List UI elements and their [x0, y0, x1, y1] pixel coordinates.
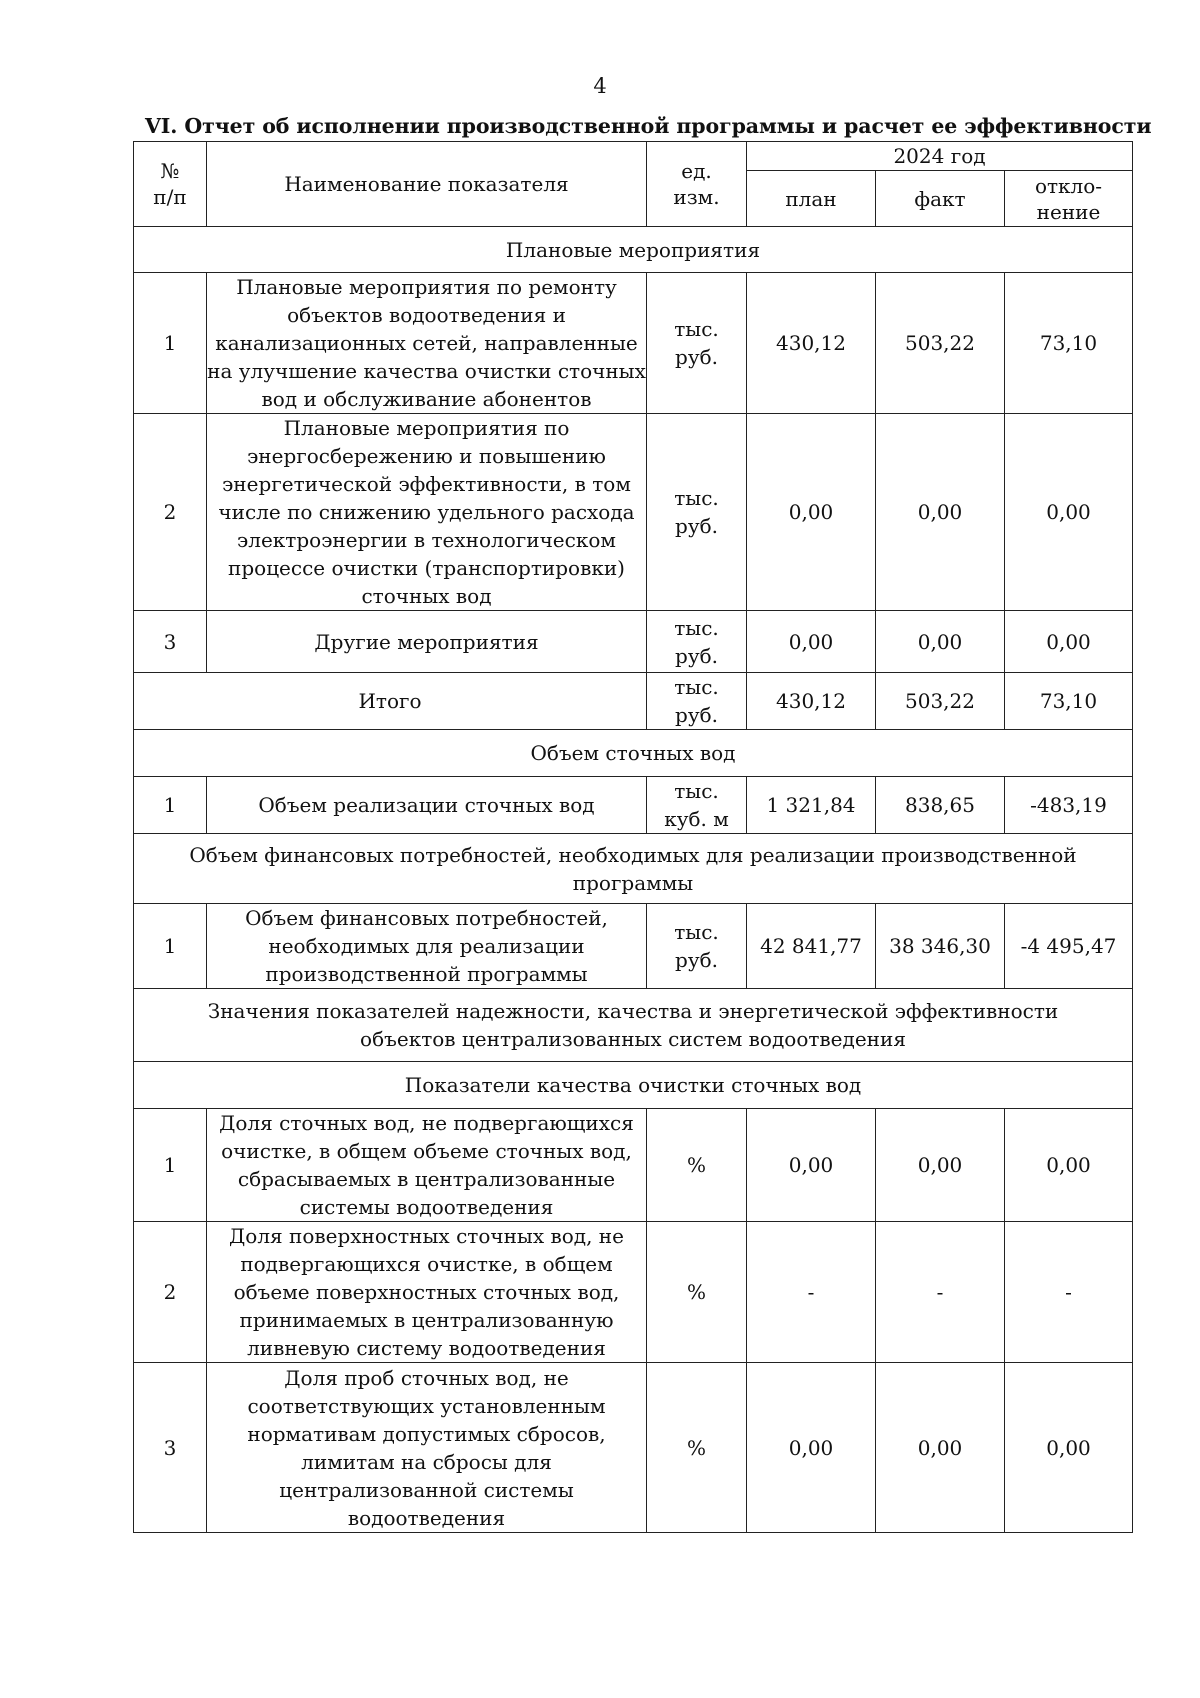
header-fact-cell: факт [876, 171, 1005, 227]
row-deviation: 0,00 [1005, 1109, 1133, 1222]
row-name: Плановые мероприятия по энергосбережению и повышению энергетической эффективности, в том числе по снижению удельного расхода электроэнергии в технологическом процессе очистки (транспортировки) сточных вод [207, 414, 647, 611]
row-unit [647, 611, 747, 673]
table-row [134, 1363, 1133, 1533]
row-num: 1 [134, 904, 207, 989]
row-plan: 0,00 [747, 1109, 876, 1222]
row-num: 1 [134, 777, 207, 834]
row-unit-line1: тыс. [674, 615, 719, 640]
section-title: Объем сточных вод [134, 730, 1133, 777]
row-deviation: 0,00 [1005, 414, 1133, 611]
row-unit: % [647, 1363, 747, 1533]
row-num: 3 [134, 611, 207, 673]
header-year-cell: 2024 год [747, 142, 1133, 171]
row-name: Плановые мероприятия по ремонту объектов водоотведения и канализационных сетей, направленные на улучшение качества очистки сточных вод и обслуживание абонентов [207, 273, 647, 414]
row-unit-line1: тыс. [674, 779, 719, 803]
row-plan: 430,12 [747, 273, 876, 414]
table-row [134, 904, 1133, 989]
row-num: 1 [134, 273, 207, 414]
row-plan: 1 321,84 [747, 777, 876, 834]
table-row [134, 1109, 1133, 1222]
section-row-indicators [134, 989, 1133, 1062]
row-name: Другие мероприятия [207, 611, 647, 673]
total-fact: 503,22 [876, 673, 1005, 730]
section-row-volume [134, 730, 1133, 777]
row-deviation: -483,19 [1005, 777, 1133, 834]
row-plan: 0,00 [747, 414, 876, 611]
row-unit: % [647, 1109, 747, 1222]
row-name: Доля поверхностных сточных вод, не подвергающихся очистке, в общем объеме поверхностных сточных вод, принимаемых в централизованную ливневую систему водоотведения [207, 1222, 647, 1363]
row-unit: % [647, 1222, 747, 1363]
header-name-cell: Наименование показателя [207, 142, 647, 227]
row-fact: 0,00 [876, 1109, 1005, 1222]
section-title: Плановые мероприятия [134, 227, 1133, 273]
section-row-finance [134, 834, 1133, 904]
header-unit-line1: ед. [681, 159, 712, 183]
table-row [134, 777, 1133, 834]
row-deviation: -4 495,47 [1005, 904, 1133, 989]
row-unit-line1: тыс. [674, 317, 719, 341]
header-deviation-line2: нение [1036, 199, 1101, 224]
total-plan: 430,12 [747, 673, 876, 730]
row-name: Доля проб сточных вод, не соответствующих установленным нормативам допустимых сбросов, лимитам на сбросы для централизованной системы водоотведения [207, 1363, 647, 1533]
header-num-cell [134, 142, 207, 227]
section-row-planned [134, 227, 1133, 273]
row-name: Объем реализации сточных вод [207, 777, 647, 834]
row-name: Объем финансовых потребностей, необходимых для реализации производственной программы [207, 904, 647, 989]
header-deviation-cell [1005, 171, 1133, 227]
header-unit-cell [647, 142, 747, 227]
total-unit-line2: руб. [675, 703, 718, 727]
section-title: Объем финансовых потребностей, необходимых для реализации производственной программы [134, 834, 1133, 904]
total-label: Итого [134, 673, 647, 730]
row-deviation: 0,00 [1005, 1363, 1133, 1533]
row-deviation: 73,10 [1005, 273, 1133, 414]
row-unit [647, 414, 747, 611]
row-deviation: 0,00 [1005, 611, 1133, 673]
row-fact: 0,00 [876, 611, 1005, 673]
row-deviation: - [1005, 1222, 1133, 1363]
row-plan: - [747, 1222, 876, 1363]
row-unit [647, 273, 747, 414]
row-plan: 0,00 [747, 1363, 876, 1533]
row-unit-line1: тыс. [674, 920, 719, 944]
table-row [134, 414, 1133, 611]
table-header-row [134, 142, 1133, 171]
row-plan: 42 841,77 [747, 904, 876, 989]
page-number: 4 [593, 74, 607, 98]
header-num-line2: п/п [153, 185, 187, 209]
row-unit-line2: куб. м [664, 807, 729, 831]
section-title: Показатели качества очистки сточных вод [134, 1062, 1133, 1109]
total-unit [647, 673, 747, 730]
row-fact: 838,65 [876, 777, 1005, 834]
table-row [134, 1222, 1133, 1363]
row-unit [647, 904, 747, 989]
report-table [133, 141, 1133, 1533]
row-fact: 38 346,30 [876, 904, 1005, 989]
page-title: VI. Отчет об исполнении производственной программы и расчет ее эффективности [145, 114, 1152, 138]
row-fact: - [876, 1222, 1005, 1363]
row-plan: 0,00 [747, 611, 876, 673]
row-num: 3 [134, 1363, 207, 1533]
row-unit-line1: тыс. [674, 486, 719, 510]
total-unit-line1: тыс. [674, 675, 719, 699]
row-fact: 0,00 [876, 1363, 1005, 1533]
row-num: 2 [134, 414, 207, 611]
header-unit-line2: изм. [673, 185, 720, 209]
row-num: 2 [134, 1222, 207, 1363]
row-fact: 503,22 [876, 273, 1005, 414]
row-unit-line2: руб. [675, 948, 718, 972]
row-fact: 0,00 [876, 414, 1005, 611]
table-row [134, 273, 1133, 414]
row-name: Доля сточных вод, не подвергающихся очистке, в общем объеме сточных вод, сбрасываемых в централизованные системы водоотведения [207, 1109, 647, 1222]
section-row-quality [134, 1062, 1133, 1109]
total-deviation: 73,10 [1005, 673, 1133, 730]
header-plan-cell: план [747, 171, 876, 227]
header-num-line1: № [160, 159, 180, 183]
row-unit-line2: руб. [675, 514, 718, 538]
row-unit [647, 777, 747, 834]
row-unit-line2: руб. [675, 345, 718, 369]
row-num: 1 [134, 1109, 207, 1222]
section-title: Значения показателей надежности, качества и энергетической эффективности объектов централизованных систем водоотведения [134, 989, 1133, 1062]
table-row [134, 611, 1133, 673]
total-row [134, 673, 1133, 730]
header-deviation-line1: откло- [1034, 173, 1103, 198]
row-unit-line2: руб. [675, 643, 718, 668]
